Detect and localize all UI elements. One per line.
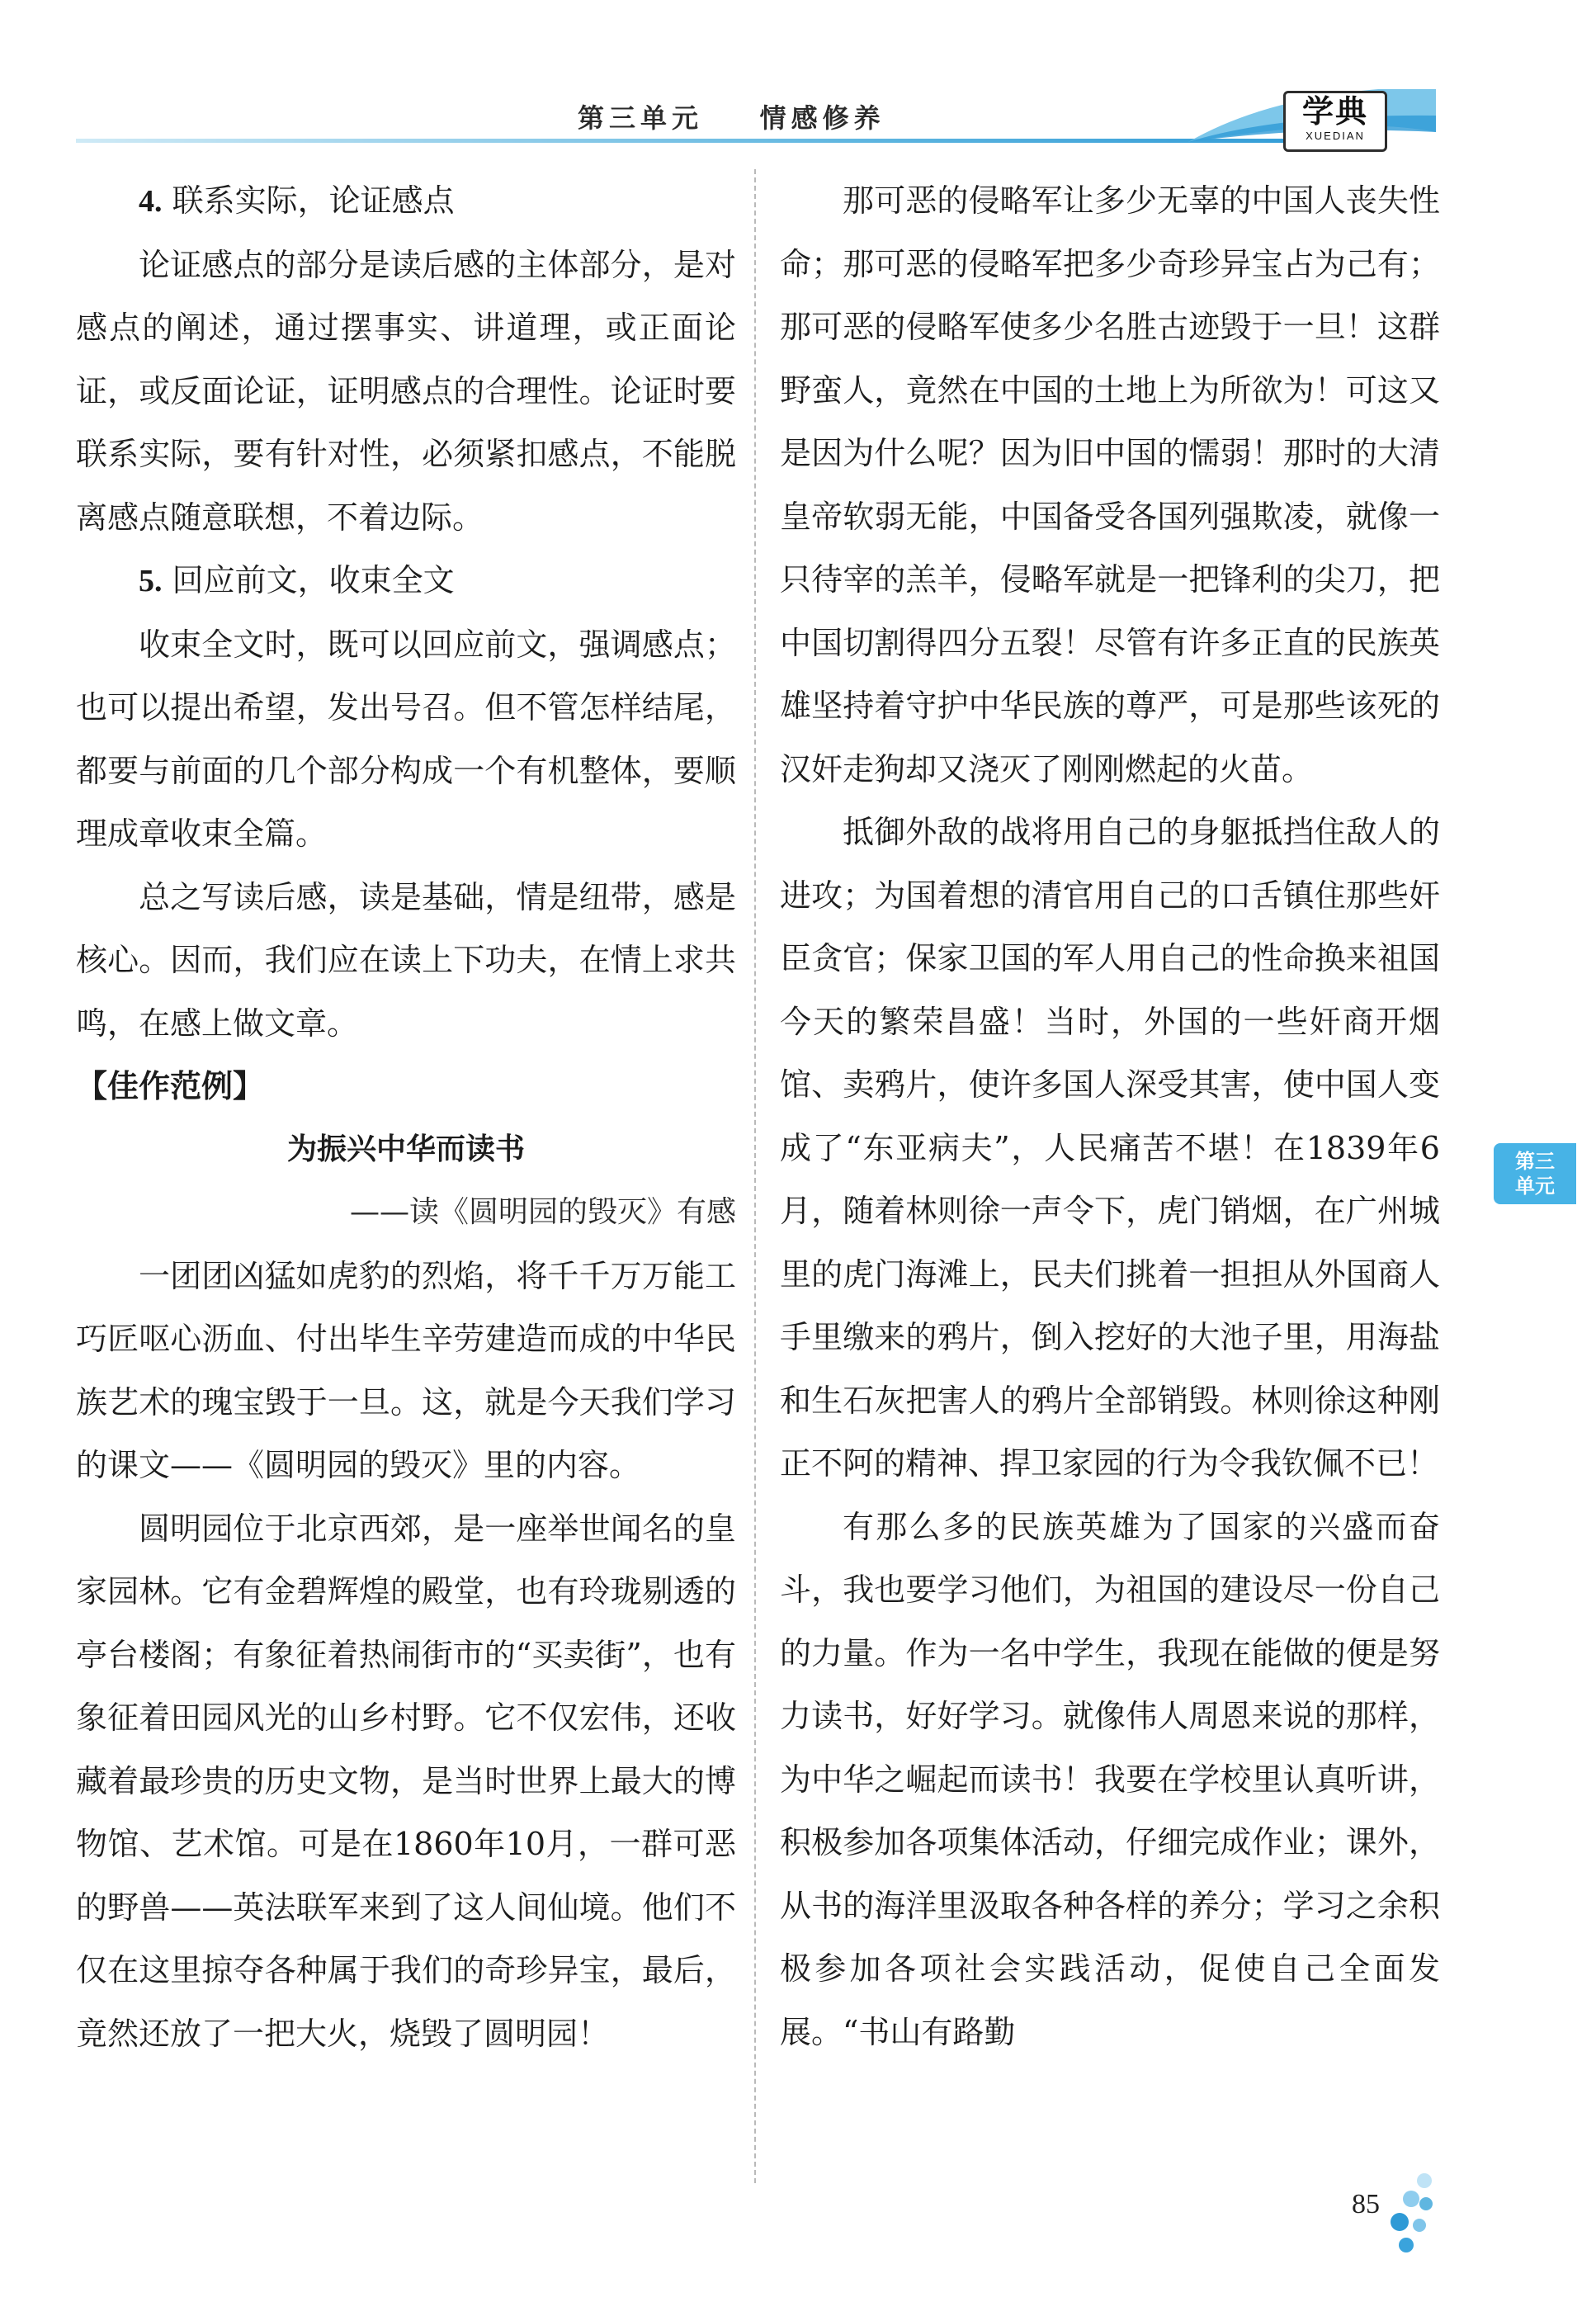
essay-subtitle: ——读《圆明园的毁灭》有感 (349, 1195, 736, 1229)
essay-paragraph-2: 圆明园位于北京西郊，是一座举世闻名的皇家园林。它有金碧辉煌的殿堂，也有玲珑剔透的亭台楼阁；有象征着热闹街市的“买卖街”，也有象征着田园风光的山乡村野。它不仅宏伟，还收藏着最珍贵的历史文物，是当时世界上最大的博物馆、艺术馆。可是在1860年10月，一群可恶的野兽——英法联军来到了这人间仙境。他们不仅在这里掠夺各种属于我们的奇珍异宝，最后，竟然还放了一把大火，烧毁了圆明园！ (76, 1510, 736, 2052)
essay-paragraph-5: 有那么多的民族英雄为了国家的兴盛而奋斗，我也要学习他们，为祖国的建设尽一份自己的力量。作为一名中学生，我现在能做的便是努力读书，好好学习。就像伟人周恩来说的那样，为中华之崛起而读书！我要在学校里认真听讲，积极参加各项集体活动，仔细完成作业；课外，从书的海洋里汲取各种各样的养分；学习之余积极参加各项社会实践活动，促使自己全面发展。“书山有路勤 (780, 1508, 1440, 2050)
logo-text-en: XUEDIAN (1306, 130, 1365, 142)
paragraph-argument: 论证感点的部分是读后感的主体部分，是对感点的阐述，通过摆事实、讲道理，或正面论证，或反面论证，证明感点的合理性。论证时要联系实际，要有针对性，必须紧扣感点，不能脱离感点随意联想，不着边际。 (76, 246, 736, 536)
essay-paragraph-3: 那可恶的侵略军让多少无辜的中国人丧失性命；那可恶的侵略军把多少奇珍异宝占为己有；那可恶的侵略军使多少名胜古迹毁于一旦！这群野蛮人，竟然在中国的土地上为所欲为！可这又是因为什么呢？因为旧中国的懦弱！那时的大清皇帝软弱无能，中国备受各国列强欺凌，就像一只待宰的羔羊，侵略军就是一把锋利的尖刀，把中国切割得四分五裂！尽管有许多正直的民族英雄坚持着守护中华民族的尊严，可是那些该死的汉奸走狗却又浇灭了刚刚燃起的火苗。 (780, 182, 1440, 787)
heading-5-number: 5. (139, 564, 163, 598)
column-divider (754, 169, 756, 2183)
unit-title: 第三单元 情感修养 (578, 102, 885, 134)
paragraph-summary: 总之写读后感，读是基础，情是纽带，感是核心。因而，我们应在读上下功夫，在情上求共鸣，在感上做文章。 (76, 878, 736, 1042)
heading-4-text: 联系实际，论证感点 (172, 182, 455, 219)
page-number: 85 (1352, 2189, 1380, 2219)
section-label-example: 【佳作范例】 (76, 1068, 265, 1104)
heading-4 (76, 169, 736, 234)
essay-title: 为振兴中华而读书 (286, 1132, 525, 1166)
decorative-dots-icon (1386, 2171, 1436, 2262)
heading-5 (76, 549, 736, 613)
unit-side-tab (1494, 1143, 1576, 1204)
xuedian-logo (1283, 91, 1387, 152)
right-column (780, 169, 1440, 2063)
heading-4-number: 4. (139, 184, 163, 219)
header-rule (76, 139, 1363, 143)
essay-paragraph-1: 一团团凶猛如虎豹的烈焰，将千千万万能工巧匠呕心沥血、付出毕生辛劳建造而成的中华民族艺术的瑰宝毁于一旦。这，就是今天我们学习的课文——《圆明园的毁灭》里的内容。 (76, 1257, 736, 1483)
heading-5-text: 回应前文，收束全文 (172, 562, 455, 598)
essay-paragraph-4: 抵御外敌的战将用自己的身躯抵挡住敌人的进攻；为国着想的清官用自己的口舌镇住那些奸臣贪官；保家卫国的军人用自己的性命换来祖国今天的繁荣昌盛！当时，外国的一些奸商开烟馆、卖鸦片，使许多国人深受其害，使中国人变成了“东亚病夫”，人民痛苦不堪！在1839年6月，随着林则徐一声令下，虎门销烟，在广州城里的虎门海滩上，民夫们挑着一担担从外国商人手里缴来的鸦片，倒入挖好的大池子里，用海盐和生石灰把害人的鸦片全部销毁。林则徐这种刚正不阿的精神、捍卫家园的行为令我钦佩不已！ (780, 814, 1440, 1482)
side-tab-line-2: 单元 (1515, 1175, 1555, 1198)
paragraph-conclusion: 收束全文时，既可以回应前文，强调感点；也可以提出希望，发出号召。但不管怎样结尾，都要与前面的几个部分构成一个有机整体，要顺理成章收束全篇。 (76, 626, 736, 852)
side-tab-line-1: 第三 (1515, 1150, 1555, 1173)
logo-text-cn: 学典 (1301, 92, 1368, 130)
left-column (76, 169, 736, 2065)
